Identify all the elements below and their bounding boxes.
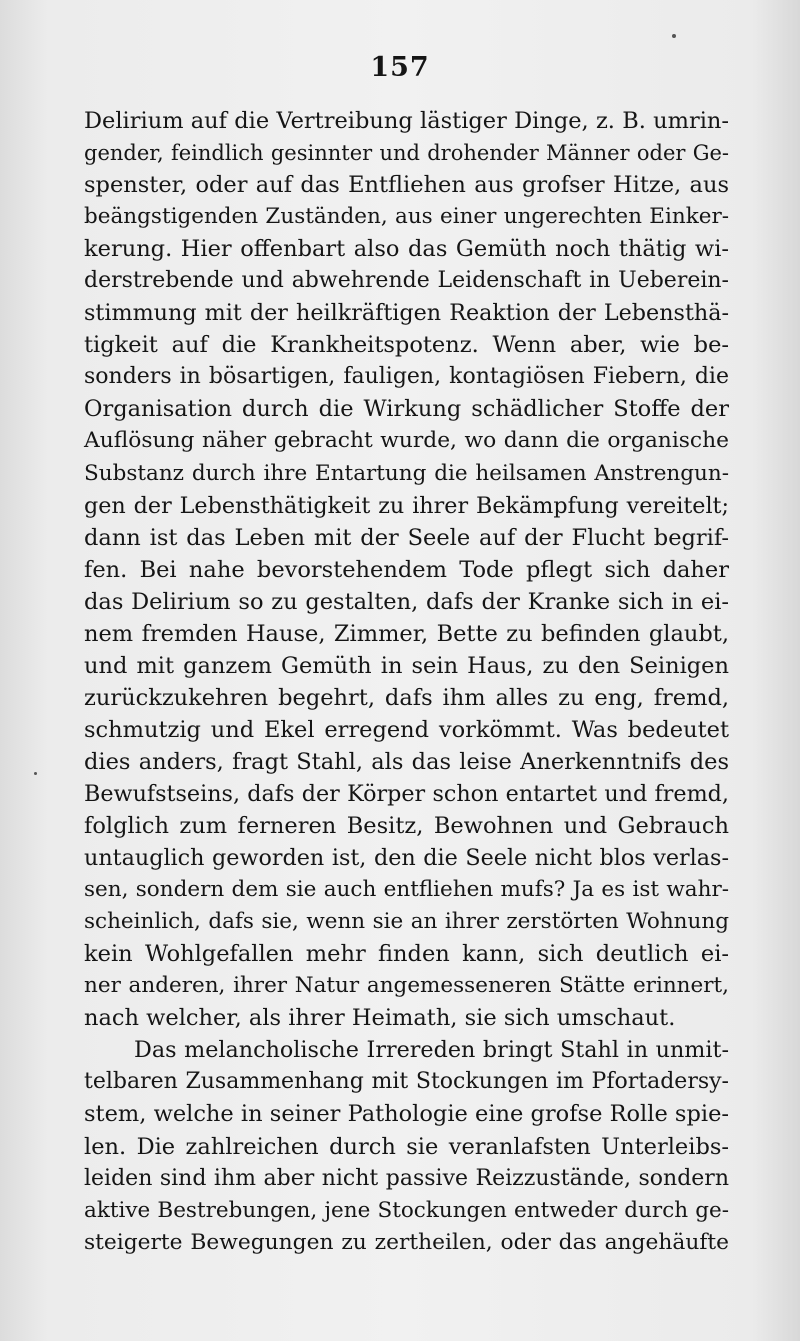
text-line: dann ist das Leben mit der Seele auf der Flucht begrif- <box>84 524 729 551</box>
text-line: zurückzukehren begehrt, dafs ihm alles zu eng, fremd, <box>84 684 729 711</box>
text-line: schmutzig und Ekel erregend vorkömmt. Was bedeutet <box>84 716 729 743</box>
text-line: Auflösung näher gebracht wurde, wo dann die organische <box>84 428 729 454</box>
text-line: sonders in bösartigen, fauligen, kontagiösen Fiebern, die <box>84 364 729 390</box>
text-line: folglich zum ferneren Besitz, Bewohnen und Gebrauch <box>84 813 729 840</box>
text-line: derstrebende und abwehrende Leidenschaft in Ueberein- <box>84 268 729 294</box>
text-line: len. Die zahlreichen durch sie veranlafsten Unterleibs- <box>84 1133 729 1160</box>
text-line: dies anders, fragt Stahl, als das leise Anerkenntnifs des <box>84 748 729 775</box>
print-speck <box>34 772 37 775</box>
text-line: ner anderen, ihrer Natur angemesseneren Stätte erinnert, <box>84 973 729 999</box>
print-speck <box>672 34 676 38</box>
body-text <box>84 105 729 1259</box>
text-line: stimmung mit der heilkräftigen Reaktion der Lebensthä- <box>84 300 729 327</box>
text-line: stem, welche in seiner Pathologie eine grofse Rolle spie- <box>84 1101 729 1128</box>
page-number: 157 <box>370 52 430 83</box>
text-line: Substanz durch ihre Entartung die heilsamen Anstrengun- <box>84 460 729 486</box>
text-line: Delirium auf die Vertreibung lästiger Dinge, z. B. umrin- <box>84 108 729 134</box>
text-line: tigkeit auf die Krankheitspotenz. Wenn aber, wie be- <box>84 332 729 359</box>
text-line: gen der Lebensthätigkeit zu ihrer Bekämpfung vereitelt; <box>84 492 729 519</box>
text-line: gender, feindlich gesinnter und drohender Männer oder Ge- <box>84 141 729 166</box>
text-line: kein Wohlgefallen mehr finden kann, sich deutlich ei- <box>84 941 729 968</box>
text-line: untauglich geworden ist, den die Seele nicht blos verlas- <box>84 845 729 872</box>
text-line: leiden sind ihm aber nicht passive Reizzustände, sondern <box>84 1165 729 1191</box>
text-line: fen. Bei nahe bevorstehendem Tode pflegt sich daher <box>84 556 729 583</box>
text-line: Das melancholische Irrereden bringt Stahl in unmit- <box>134 1037 729 1064</box>
text-line: scheinlich, dafs sie, wenn sie an ihrer zerstörten Wohnung <box>84 909 729 935</box>
text-line: kerung. Hier offenbart also das Gemüth noch thätig wi- <box>84 236 729 263</box>
text-line: steigerte Bewegungen zu zertheilen, oder das angehäufte <box>84 1229 729 1255</box>
text-line: und mit ganzem Gemüth in sein Haus, zu den Seinigen <box>84 652 729 679</box>
text-line: Organisation durch die Wirkung schädlicher Stoffe der <box>84 396 729 423</box>
text-line: sen, sondern dem sie auch entfliehen mufs? Ja es ist wahr- <box>84 877 729 903</box>
text-line: nach welcher, als ihrer Heimath, sie sich umschaut. <box>84 1005 676 1032</box>
text-line: spenster, oder auf das Entfliehen aus grofser Hitze, aus <box>84 172 729 199</box>
text-line: nem fremden Hause, Zimmer, Bette zu befinden glaubt, <box>84 620 729 647</box>
text-line: das Delirium so zu gestalten, dafs der Kranke sich in ei- <box>84 588 729 615</box>
text-line: Bewufstseins, dafs der Körper schon entartet und fremd, <box>84 780 729 807</box>
text-line: telbaren Zusammenhang mit Stockungen im Pfortadersy- <box>84 1069 729 1095</box>
text-line: beängstigenden Zuständen, aus einer ungerechten Einker- <box>84 204 729 230</box>
text-line: aktive Bestrebungen, jene Stockungen entweder durch ge- <box>84 1197 729 1223</box>
